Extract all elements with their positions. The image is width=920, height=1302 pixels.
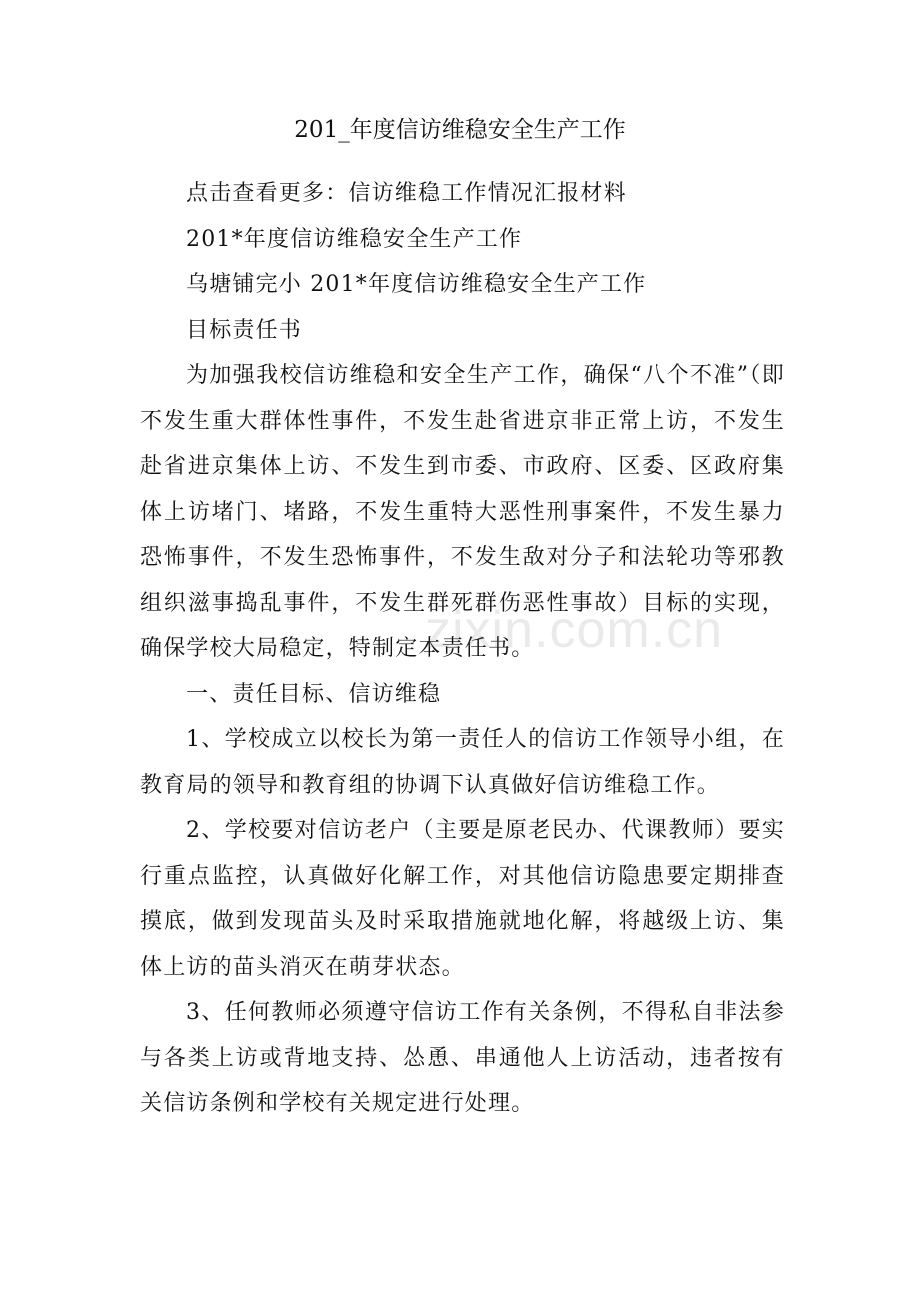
document-body bbox=[140, 171, 785, 1127]
watermark: zixin.com.cn bbox=[425, 601, 724, 659]
intro-line-school: 乌塘铺完小 201*年度信访维稳安全生产工作 bbox=[186, 272, 647, 297]
intro-line-subtitle: 201*年度信访维稳安全生产工作 bbox=[186, 226, 523, 252]
intro-line-responsibility: 目标责任书 bbox=[186, 317, 303, 343]
paragraph-item-1: 1、学校成立以校长为第一责任人的信访工作领导小组，在教育局的领导和教育组的协调下认真做好信访维稳工作。 bbox=[140, 727, 785, 798]
document-title: 201_年度信访维稳安全生产工作 bbox=[294, 117, 626, 143]
section-heading-1: 一、责任目标、信访维稳 bbox=[186, 681, 442, 707]
paragraph-item-2: 2、学校要对信访老户（主要是原老民办、代课教师）要实行重点监控，认真做好化解工作，对其他信访隐患要定期排查摸底，做到发现苗头及时采取措施就地化解，将越级上访、集体上访的苗头消灭在萌芽状态。 bbox=[140, 818, 785, 980]
intro-line-more-link[interactable]: 点击查看更多：信访维稳工作情况汇报材料 bbox=[186, 181, 627, 206]
paragraph-item-3: 3、任何教师必须遵守信访工作有关条例，不得私自非法参与各类上访或背地支持、怂恿、串通他人上访活动，违者按有关信访条例和学校有关规定进行处理。 bbox=[140, 1000, 785, 1116]
paragraph-purpose: 为加强我校信访维稳和安全生产工作，确保“八个不准”（即不发生重大群体性事件，不发生赴省进京非正常上访，不发生赴省进京集体上访、不发生到市委、市政府、区委、区政府集体上访堵门、堵路，不发生重特大恶性刑事案件，不发生暴力恐怖事件，不发生恐怖事件，不发生敌对分子和法轮功等邪教组织滋事捣乱事件，不发生群死群伤恶性事故）目标的实现，确保学校大局稳定，特制定本责任书。 bbox=[140, 363, 785, 661]
